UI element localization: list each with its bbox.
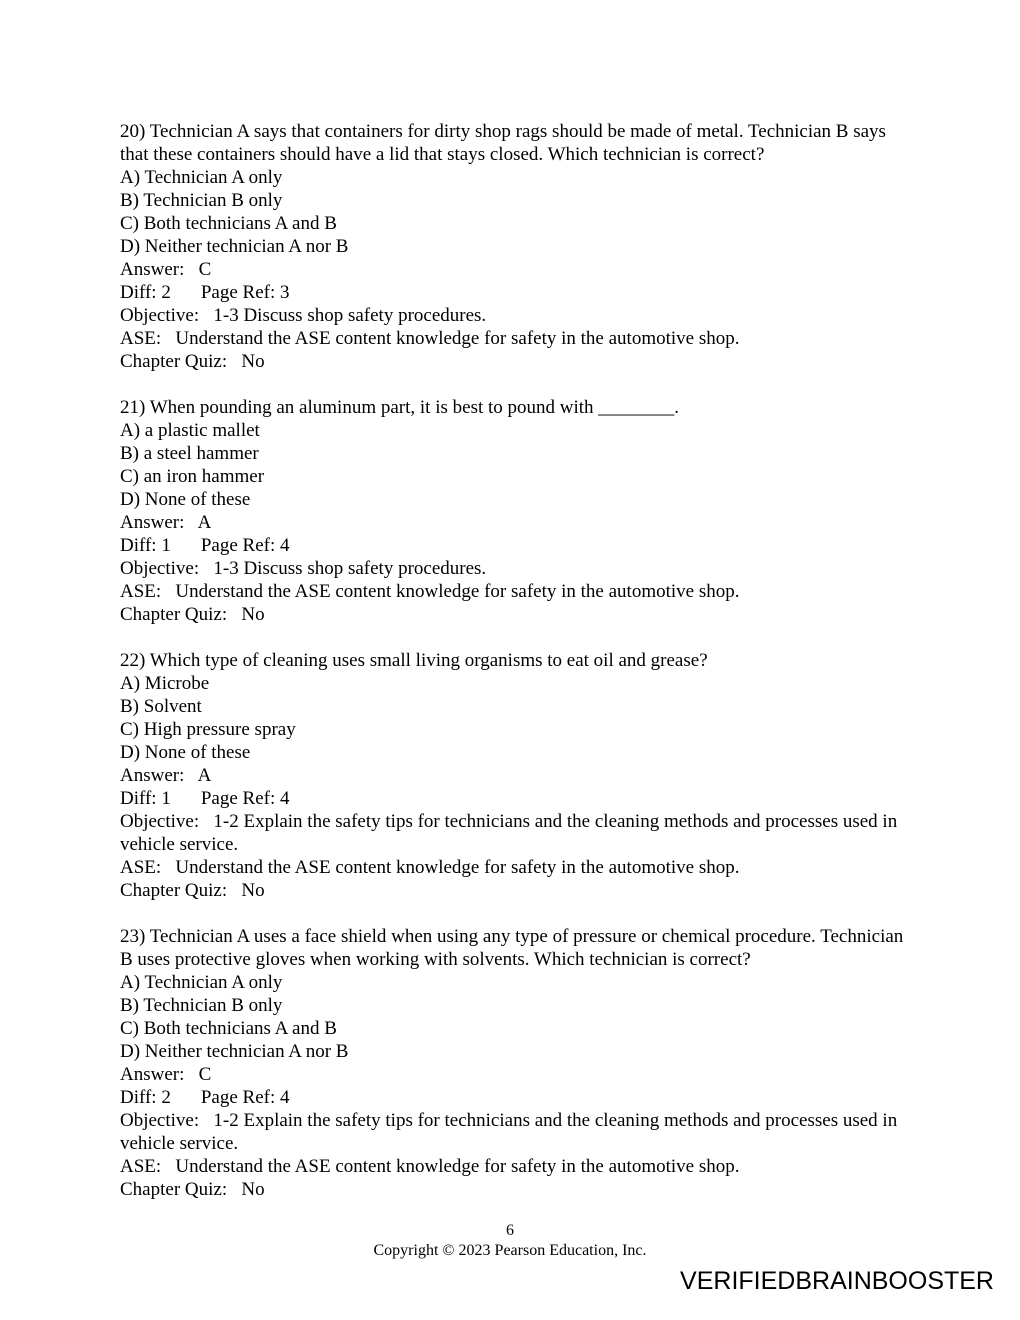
choice-b: B) Technician B only <box>120 995 283 1016</box>
answer: Answer: A <box>120 512 212 533</box>
page-ref: Page Ref: 4 <box>200 788 290 809</box>
question-21 <box>120 396 910 626</box>
page-number: 6 <box>506 1222 514 1239</box>
difficulty: Diff: 1 <box>120 788 171 809</box>
page-ref: Page Ref: 4 <box>200 1087 290 1108</box>
objective: Objective: 1-2 Explain the safety tips for technicians and the cleaning methods and processes used in vehicle service. <box>120 1110 902 1154</box>
question-stem: 21) When pounding an aluminum part, it is best to pound with ________. <box>120 397 680 418</box>
objective: Objective: 1-2 Explain the safety tips for technicians and the cleaning methods and processes used in vehicle service. <box>120 811 902 855</box>
page-ref: Page Ref: 3 <box>200 282 290 303</box>
diff-line <box>120 1086 910 1109</box>
choice-d: D) Neither technician A nor B <box>120 1041 349 1062</box>
copyright-notice: Copyright © 2023 Pearson Education, Inc. <box>373 1242 647 1259</box>
ase: ASE: Understand the ASE content knowledge for safety in the automotive shop. <box>120 328 740 349</box>
choice-d: D) None of these <box>120 742 251 763</box>
choice-c: C) Both technicians A and B <box>120 1018 337 1039</box>
difficulty: Diff: 2 <box>120 282 171 303</box>
question-stem: 23) Technician A uses a face shield when using any type of pressure or chemical procedure. Technician B uses protective gloves when working with solvents. Which technician is correct? <box>120 926 909 970</box>
question-20 <box>120 120 910 373</box>
choice-a: A) a plastic mallet <box>120 420 260 441</box>
choice-c: C) High pressure spray <box>120 719 296 740</box>
choice-b: B) a steel hammer <box>120 443 259 464</box>
diff-line <box>120 281 910 304</box>
difficulty: Diff: 2 <box>120 1087 171 1108</box>
question-23 <box>120 925 910 1201</box>
answer: Answer: C <box>120 259 212 280</box>
objective: Objective: 1-3 Discuss shop safety procedures. <box>120 305 487 326</box>
choice-d: D) None of these <box>120 489 251 510</box>
chapter-quiz: Chapter Quiz: No <box>120 1179 265 1200</box>
chapter-quiz: Chapter Quiz: No <box>120 351 265 372</box>
question-stem: 22) Which type of cleaning uses small living organisms to eat oil and grease? <box>120 650 708 671</box>
ase: ASE: Understand the ASE content knowledge for safety in the automotive shop. <box>120 1156 740 1177</box>
diff-line <box>120 787 910 810</box>
choice-a: A) Microbe <box>120 673 210 694</box>
choice-a: A) Technician A only <box>120 167 283 188</box>
choice-a: A) Technician A only <box>120 972 283 993</box>
diff-line <box>120 534 910 557</box>
choice-b: B) Technician B only <box>120 190 283 211</box>
ase: ASE: Understand the ASE content knowledge for safety in the automotive shop. <box>120 857 740 878</box>
watermark-text: VERIFIEDBRAINBOOSTER <box>680 1267 994 1295</box>
page-ref: Page Ref: 4 <box>200 535 290 556</box>
choice-b: B) Solvent <box>120 696 202 717</box>
document-body <box>120 120 910 1224</box>
chapter-quiz: Chapter Quiz: No <box>120 880 265 901</box>
objective: Objective: 1-3 Discuss shop safety procedures. <box>120 558 487 579</box>
choice-c: C) Both technicians A and B <box>120 213 337 234</box>
answer: Answer: C <box>120 1064 212 1085</box>
choice-d: D) Neither technician A nor B <box>120 236 349 257</box>
choice-c: C) an iron hammer <box>120 466 265 487</box>
chapter-quiz: Chapter Quiz: No <box>120 604 265 625</box>
question-22 <box>120 649 910 902</box>
difficulty: Diff: 1 <box>120 535 171 556</box>
answer: Answer: A <box>120 765 212 786</box>
question-stem: 20) Technician A says that containers for dirty shop rags should be made of metal. Technician B says that these containers should have a lid that stays closed. Which technician is correct? <box>120 121 891 165</box>
ase: ASE: Understand the ASE content knowledge for safety in the automotive shop. <box>120 581 740 602</box>
